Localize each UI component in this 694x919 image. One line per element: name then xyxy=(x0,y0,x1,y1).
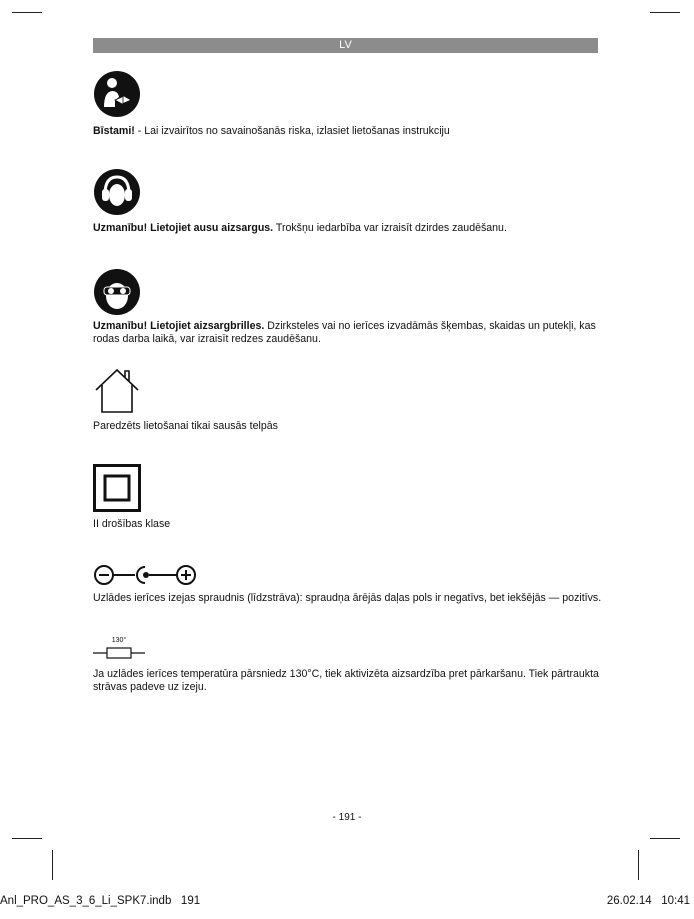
crop-mark xyxy=(650,12,680,13)
crop-mark xyxy=(12,838,42,839)
thermal-fuse-icon xyxy=(93,634,145,662)
class-ii-text: II drošības klase xyxy=(93,518,171,530)
read-manual-icon xyxy=(93,70,141,118)
crop-mark xyxy=(12,12,42,13)
page-number: - 191 - xyxy=(332,812,362,823)
footer-date: 26.02.14 10:41 xyxy=(606,895,690,907)
crop-mark xyxy=(52,850,53,880)
ear-protection-icon xyxy=(93,168,141,216)
overheat-text: Ja uzlādes ierīces temperatūra pārsniedz 130°C, tiek aktivizēta aizsardzība pret pārkaršanu. Tiek pārtraukta strāvas padeve uz izeju. xyxy=(93,668,599,693)
crop-mark xyxy=(650,838,680,839)
language-header: LV xyxy=(93,38,598,53)
eye-protection-icon xyxy=(93,268,141,316)
ear-protection-warning: Uzmanību! Lietojiet ausu aizsargus. Trokšņu iedarbība var izraisīt dzirdes zaudēšanu. xyxy=(93,222,507,234)
indoor-use-icon xyxy=(93,366,141,414)
polarity-icon xyxy=(93,564,199,586)
polarity-text: Uzlādes ierīces izejas spraudnis (līdzstrāva): spraudņa ārējās daļas pols ir negatīvs, bet iekšējās — pozitīvs. xyxy=(93,592,602,604)
crop-mark xyxy=(638,850,639,880)
danger-warning: Bīstami! - Lai izvairītos no savainošanās riska, izlasiet lietošanas instrukciju xyxy=(93,125,450,137)
indoor-use-text: Paredzēts lietošanai tikai sausās telpās xyxy=(93,420,278,432)
fuse-temperature-label: 130° xyxy=(111,637,127,644)
eye-protection-warning: Uzmanību! Lietojiet aizsargbrilles. Dzirksteles vai no ierīces izvadāmās šķembas, skaidas un putekļi, kas rodas darba laikā, var izraisīt redzes zaudēšanu. xyxy=(93,320,596,345)
class-ii-insulation-icon xyxy=(93,464,141,512)
footer-file: Anl_PRO_AS_3_6_Li_SPK7.indb 191 xyxy=(0,895,201,907)
